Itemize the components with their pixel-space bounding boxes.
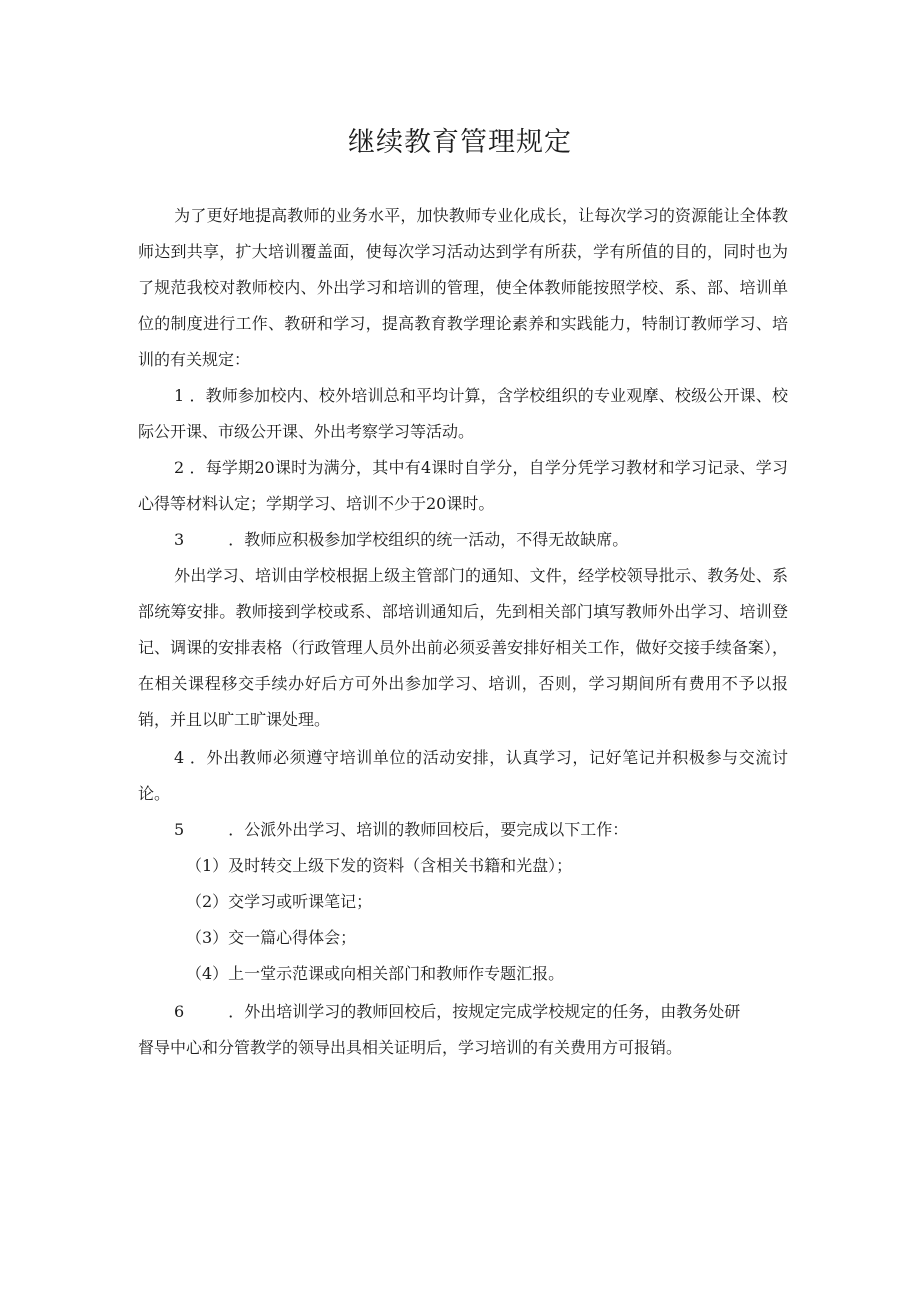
rule-item-5-text: ．公派外出学习、培训的教师回校后，要完成以下工作： [228, 820, 629, 839]
sub-item-1: （1）及时转交上级下发的资料（含相关书籍和光盘）； [186, 856, 573, 875]
intro-paragraph [138, 198, 788, 378]
rule-item-6-text: ．外出培训学习的教师回校后，按规定完成学校规定的任务，由教务处研 [228, 1002, 741, 1021]
rule-item-2-text: 2 ．每学期20课时为满分，其中有4课时自学分，自学分凭学习教材和学习记录、学习心得等材料认定；学期学习、培训不少于20课时。 [138, 458, 788, 513]
sub-item-4: （4）上一堂示范课或向相关部门和教师作专题汇报。 [186, 964, 565, 983]
rule-item-5 [174, 812, 628, 848]
intro-text: 为了更好地提高教师的业务水平，加快教师专业化成长，让每次学习的资源能让全体教师达到共享，扩大培训覆盖面，使每次学习活动达到学有所获，学有所值的目的，同时也为了规范我校对教师校内、外出学习和培训的管理，使全体教师能按照学校、系、部、培训单位的制度进行工作、教研和学习，提高教育教学理论素养和实践能力，特制订教师学习、培训的有关规定： [138, 206, 788, 369]
rule-item-4 [138, 740, 788, 812]
rule-item-2 [138, 450, 788, 522]
sub-item-3: （3）交一篇心得体会； [186, 928, 357, 947]
rule-item-6-number: 6 [174, 1002, 185, 1021]
rule-item-4-text: 4 ．外出教师必须遵守培训单位的活动安排，认真学习，记好笔记并积极参与交流讨论。 [138, 748, 788, 803]
outing-text: 外出学习、培训由学校根据上级主管部门的通知、文件，经学校领导批示、教务处、系部统筹安排。教师接到学校或系、部培训通知后，先到相关部门填写教师外出学习、培训登记、调课的安排表格（行政管理人员外出前必须妥善安排好相关工作，做好交接手续备案），在相关课程移交手续办好后方可外出参加学习、培训，否则，学习期间所有费用不予以报销，并且以旷工旷课处理。 [138, 566, 788, 729]
rule-item-1 [138, 378, 788, 450]
outing-paragraph [138, 558, 788, 738]
rule-item-3-text: ．教师应积极参加学校组织的统一活动，不得无故缺席。 [228, 530, 629, 549]
rule-item-3-number: 3 [174, 530, 185, 549]
rule-item-6-continuation: 督导中心和分管教学的领导出具相关证明后，学习培训的有关费用方可报销。 [138, 1038, 683, 1057]
rule-item-3 [174, 522, 628, 558]
rule-item-1-text: 1 ．教师参加校内、校外培训总和平均计算，含学校组织的专业观摩、校级公开课、校际公开课、市级公开课、外出考察学习等活动。 [138, 386, 788, 441]
rule-item-6 [174, 994, 740, 1030]
rule-item-5-number: 5 [174, 820, 185, 839]
sub-item-2: （2）交学习或听课笔记； [186, 892, 373, 911]
document-title: 继续教育管理规定 [348, 127, 572, 158]
